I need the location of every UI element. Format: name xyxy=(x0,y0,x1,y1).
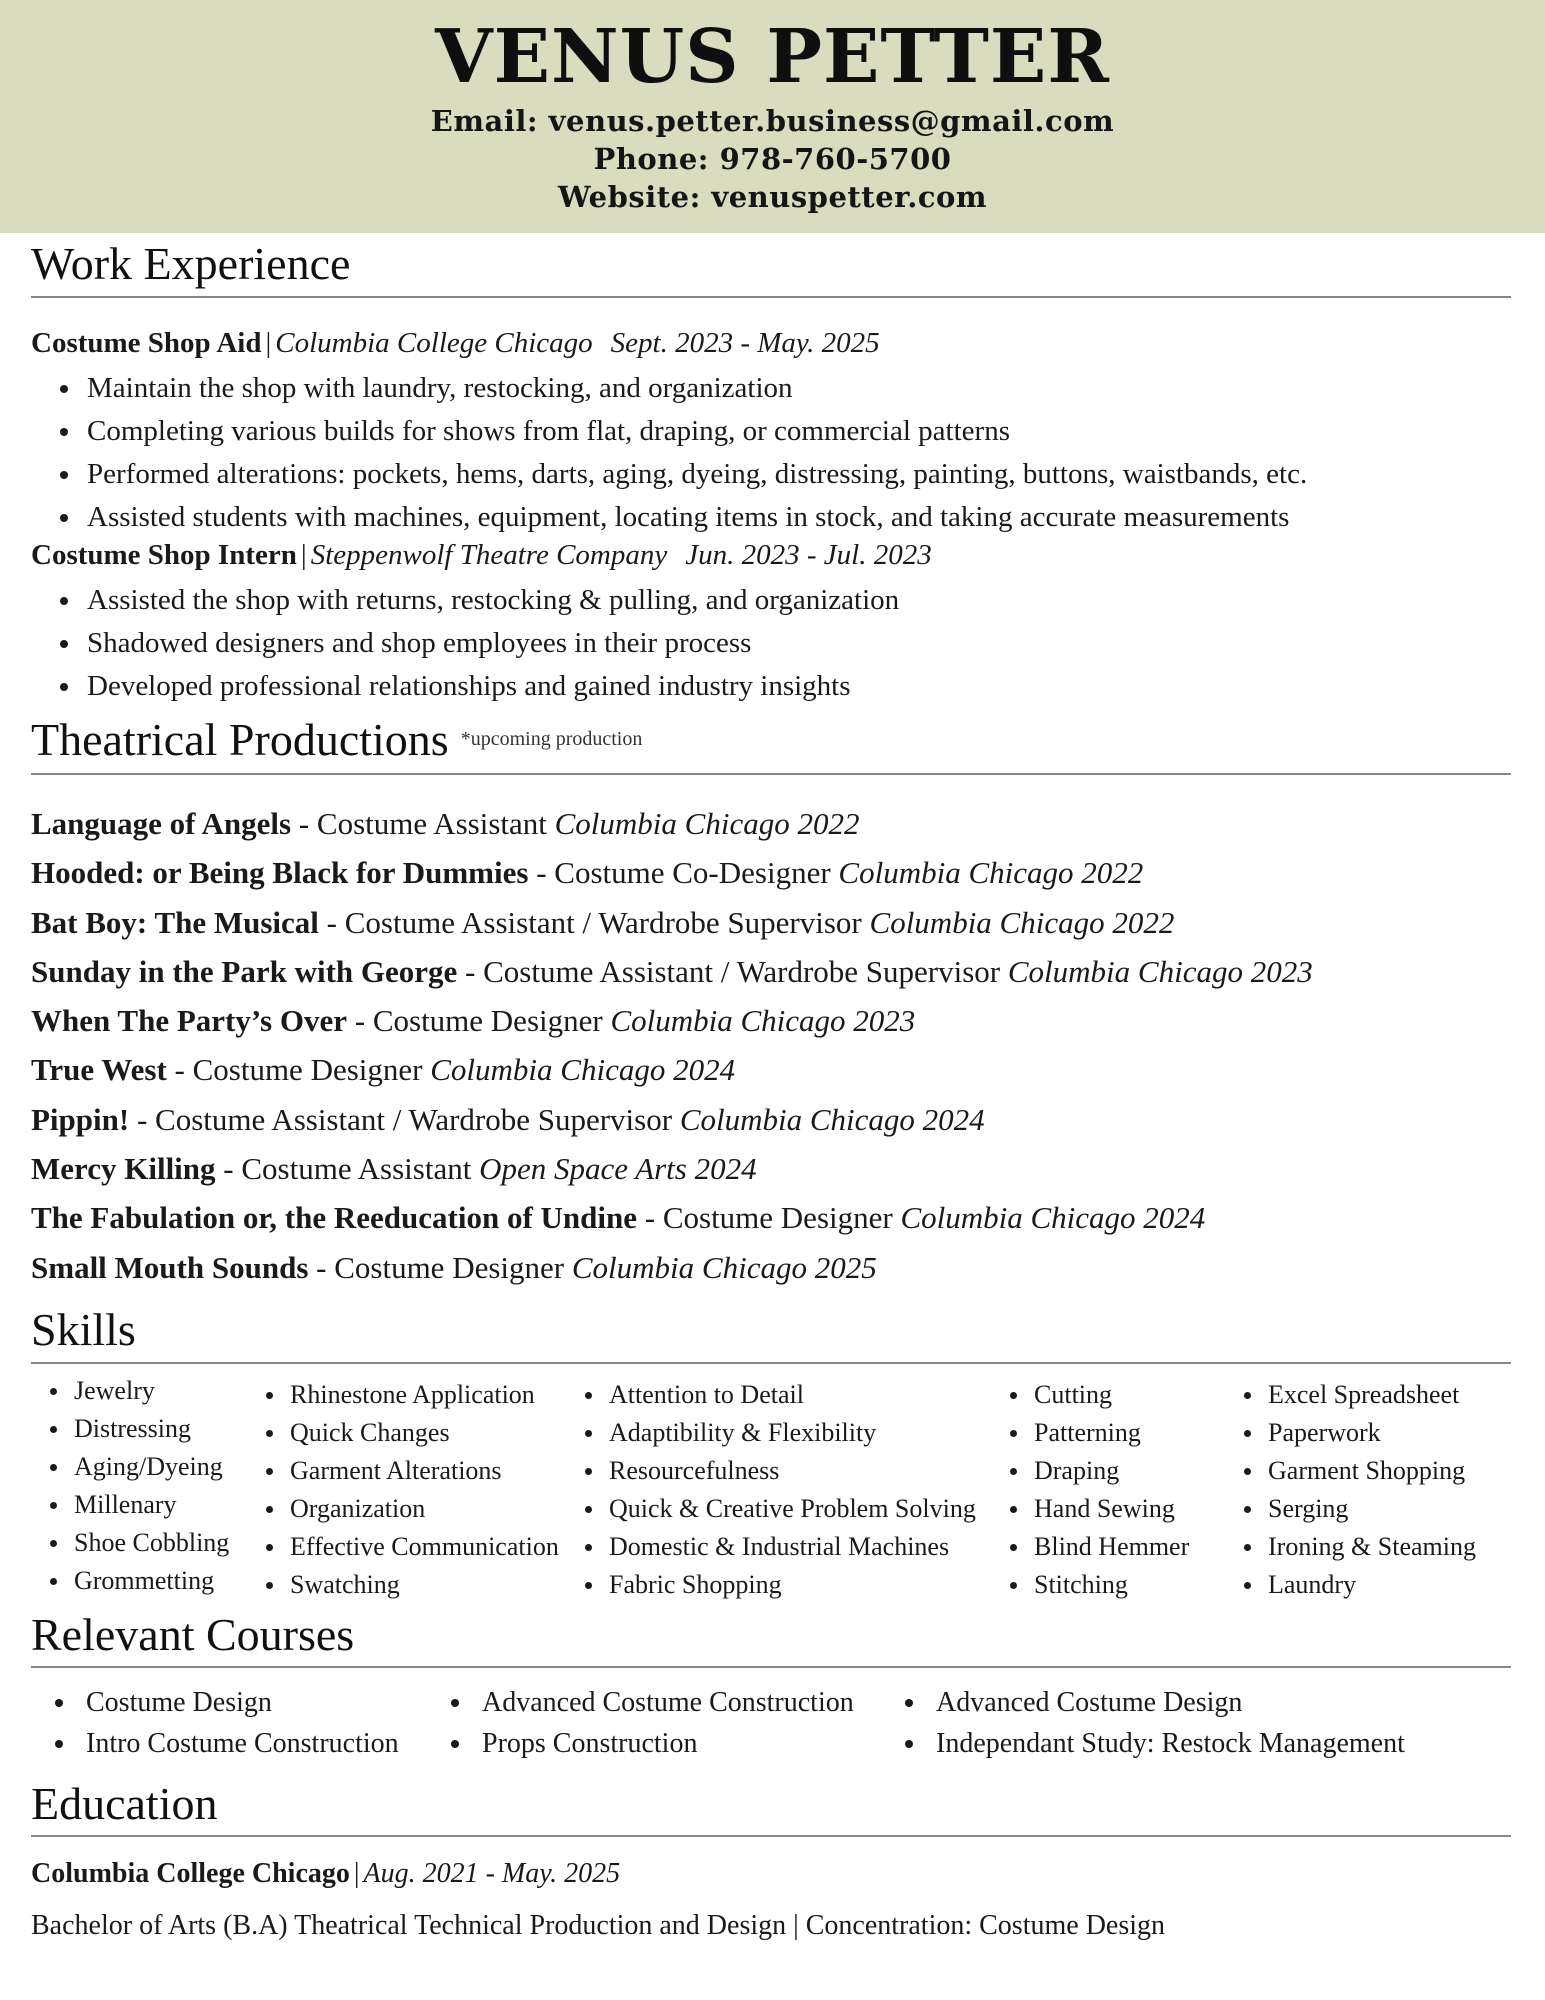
show-role: - Costume Assistant / Wardrobe Supervisor xyxy=(457,953,1008,989)
show-role: - Costume Designer xyxy=(308,1249,572,1285)
contact-email: Email: venus.petter.business@gmail.com xyxy=(430,104,1115,138)
skills-column xyxy=(581,1376,976,1604)
section-divider xyxy=(31,1835,1511,1837)
list-item: Millenary xyxy=(46,1486,229,1524)
job-dates: Jun. 2023 - Jul. 2023 xyxy=(685,539,932,571)
list-item xyxy=(31,848,1313,897)
show-venue: Columbia Chicago 2022 xyxy=(838,855,1144,891)
list-item: Serging xyxy=(1240,1490,1476,1528)
list-item xyxy=(31,1045,1313,1094)
show-venue: Columbia Chicago 2024 xyxy=(679,1101,985,1137)
show-venue: Columbia Chicago 2025 xyxy=(571,1249,877,1285)
list-item: Advanced Costume Design xyxy=(901,1682,1405,1723)
job-organization: Steppenwolf Theatre Company xyxy=(310,539,668,571)
job-title: Costume Shop Intern xyxy=(31,539,297,571)
job-separator: | xyxy=(300,539,307,571)
list-item: Resourcefulness xyxy=(581,1452,976,1490)
list-item: Adaptibility & Flexibility xyxy=(581,1414,976,1452)
show-title: Sunday in the Park with George xyxy=(31,953,458,989)
list-item: Aging/Dyeing xyxy=(46,1448,229,1486)
list-item xyxy=(31,1243,1313,1292)
list-item: Shoe Cobbling xyxy=(46,1524,229,1562)
list-item: Ironing & Steaming xyxy=(1240,1528,1476,1566)
list-item: Paperwork xyxy=(1240,1414,1476,1452)
list-item: Completing various builds for shows from flat, draping, or commercial patterns xyxy=(56,410,1307,453)
list-item: Quick & Creative Problem Solving xyxy=(581,1490,976,1528)
show-venue: Columbia Chicago 2023 xyxy=(1007,953,1313,989)
show-title: Mercy Killing xyxy=(31,1151,216,1187)
show-role: - Costume Designer xyxy=(166,1052,431,1088)
list-item: Garment Alterations xyxy=(262,1452,559,1490)
show-title: Pippin! xyxy=(31,1101,130,1137)
section-divider xyxy=(31,773,1511,775)
header-band xyxy=(0,0,1545,233)
list-item: Props Construction xyxy=(447,1723,854,1764)
person-name: VENUS PETTER xyxy=(435,14,1110,100)
list-item: Organization xyxy=(262,1490,559,1528)
list-item: Intro Costume Construction xyxy=(51,1723,399,1764)
job-bullet-list xyxy=(56,579,899,708)
show-role: - Costume Assistant xyxy=(215,1151,480,1187)
school-name: Columbia College Chicago xyxy=(31,1858,350,1889)
list-item: Rhinestone Application xyxy=(262,1376,559,1414)
section-title-text: Theatrical Productions xyxy=(31,714,449,765)
show-title: When The Party’s Over xyxy=(31,1003,347,1039)
education-separator: | xyxy=(353,1858,360,1889)
contact-website: Website: venuspetter.com xyxy=(557,180,988,214)
list-item: Grommetting xyxy=(46,1562,229,1600)
courses-column xyxy=(447,1682,854,1764)
show-title: Bat Boy: The Musical xyxy=(31,904,319,940)
job-dates: Sept. 2023 - May. 2025 xyxy=(610,327,880,359)
list-item: Cutting xyxy=(1006,1376,1189,1414)
list-item xyxy=(31,799,1313,848)
show-title: Hooded: or Being Black for Dummies xyxy=(31,855,529,891)
list-item: Laundry xyxy=(1240,1566,1476,1604)
section-title-skills: Skills xyxy=(31,1304,136,1355)
upcoming-note: *upcoming production xyxy=(460,728,643,750)
list-item: Shadowed designers and shop employees in their process xyxy=(56,622,899,665)
list-item xyxy=(31,1193,1313,1242)
show-venue: Columbia Chicago 2023 xyxy=(610,1003,916,1039)
job-heading xyxy=(31,327,880,360)
list-item: Jewelry xyxy=(46,1372,229,1410)
job-organization: Columbia College Chicago xyxy=(275,327,593,359)
show-title: True West xyxy=(31,1052,167,1088)
list-item: Blind Hemmer xyxy=(1006,1528,1189,1566)
show-venue: Columbia Chicago 2024 xyxy=(430,1052,736,1088)
job-title: Costume Shop Aid xyxy=(31,327,262,359)
list-item xyxy=(31,1095,1313,1144)
list-item: Assisted students with machines, equipment, locating items in stock, and taking accurate measurements xyxy=(56,496,1307,539)
list-item: Maintain the shop with laundry, restocking, and organization xyxy=(56,367,1307,410)
courses-column xyxy=(901,1682,1405,1764)
skills-column xyxy=(1006,1376,1189,1604)
list-item: Developed professional relationships and gained industry insights xyxy=(56,665,899,708)
show-role: - Costume Designer xyxy=(637,1200,901,1236)
job-heading xyxy=(31,539,932,572)
list-item: Domestic & Industrial Machines xyxy=(581,1528,976,1566)
list-item: Distressing xyxy=(46,1410,229,1448)
list-item: Attention to Detail xyxy=(581,1376,976,1414)
section-divider xyxy=(31,1362,1511,1364)
education-heading xyxy=(31,1858,620,1890)
show-role: - Costume Designer xyxy=(347,1003,611,1039)
list-item xyxy=(31,898,1313,947)
list-item: Fabric Shopping xyxy=(581,1566,976,1604)
section-divider xyxy=(31,296,1511,298)
list-item xyxy=(31,947,1313,996)
list-item: Effective Communication xyxy=(262,1528,559,1566)
show-venue: Columbia Chicago 2022 xyxy=(869,904,1175,940)
job-bullet-list xyxy=(56,367,1307,539)
list-item: Draping xyxy=(1006,1452,1189,1490)
show-title: Language of Angels xyxy=(31,806,292,841)
show-role: - Costume Co-Designer xyxy=(528,855,839,891)
list-item: Costume Design xyxy=(51,1682,399,1723)
list-item: Assisted the shop with returns, restocking & pulling, and organization xyxy=(56,579,899,622)
show-venue: Columbia Chicago 2022 xyxy=(554,806,860,841)
list-item: Patterning xyxy=(1006,1414,1189,1452)
show-title: Small Mouth Sounds xyxy=(31,1249,309,1285)
section-divider xyxy=(31,1666,1511,1668)
skills-column xyxy=(1240,1376,1476,1604)
show-role: - Costume Assistant / Wardrobe Supervisor xyxy=(129,1101,680,1137)
show-title: The Fabulation or, the Reeducation of Undine xyxy=(31,1200,637,1236)
show-venue: Open Space Arts 2024 xyxy=(479,1151,757,1187)
section-title-courses: Relevant Courses xyxy=(31,1609,355,1660)
show-role: - Costume Assistant xyxy=(291,806,555,841)
degree-line: Bachelor of Arts (B.A) Theatrical Technical Production and Design | Concentration: Costume Design xyxy=(31,1910,1166,1941)
list-item: Hand Sewing xyxy=(1006,1490,1189,1528)
list-item: Quick Changes xyxy=(262,1414,559,1452)
skills-column xyxy=(262,1376,559,1604)
section-title-productions xyxy=(31,713,642,766)
list-item xyxy=(31,1144,1313,1193)
list-item: Independant Study: Restock Management xyxy=(901,1723,1405,1764)
list-item: Swatching xyxy=(262,1566,559,1604)
list-item: Garment Shopping xyxy=(1240,1452,1476,1490)
list-item: Performed alterations: pockets, hems, darts, aging, dyeing, distressing, painting, buttons, waistbands, etc. xyxy=(56,453,1307,496)
show-role: - Costume Assistant / Wardrobe Supervisor xyxy=(318,904,870,940)
production-list xyxy=(31,799,1313,1292)
skills-column xyxy=(46,1372,229,1600)
list-item: Excel Spreadsheet xyxy=(1240,1376,1476,1414)
education-dates: Aug. 2021 - May. 2025 xyxy=(363,1858,621,1889)
section-title-education: Education xyxy=(31,1778,218,1829)
list-item xyxy=(31,996,1313,1045)
section-title-work: Work Experience xyxy=(31,238,351,289)
list-item: Stitching xyxy=(1006,1566,1189,1604)
show-venue: Columbia Chicago 2024 xyxy=(900,1200,1206,1236)
courses-column xyxy=(51,1682,399,1764)
list-item: Advanced Costume Construction xyxy=(447,1682,854,1723)
job-separator: | xyxy=(265,327,272,359)
contact-phone: Phone: 978-760-5700 xyxy=(593,142,952,176)
